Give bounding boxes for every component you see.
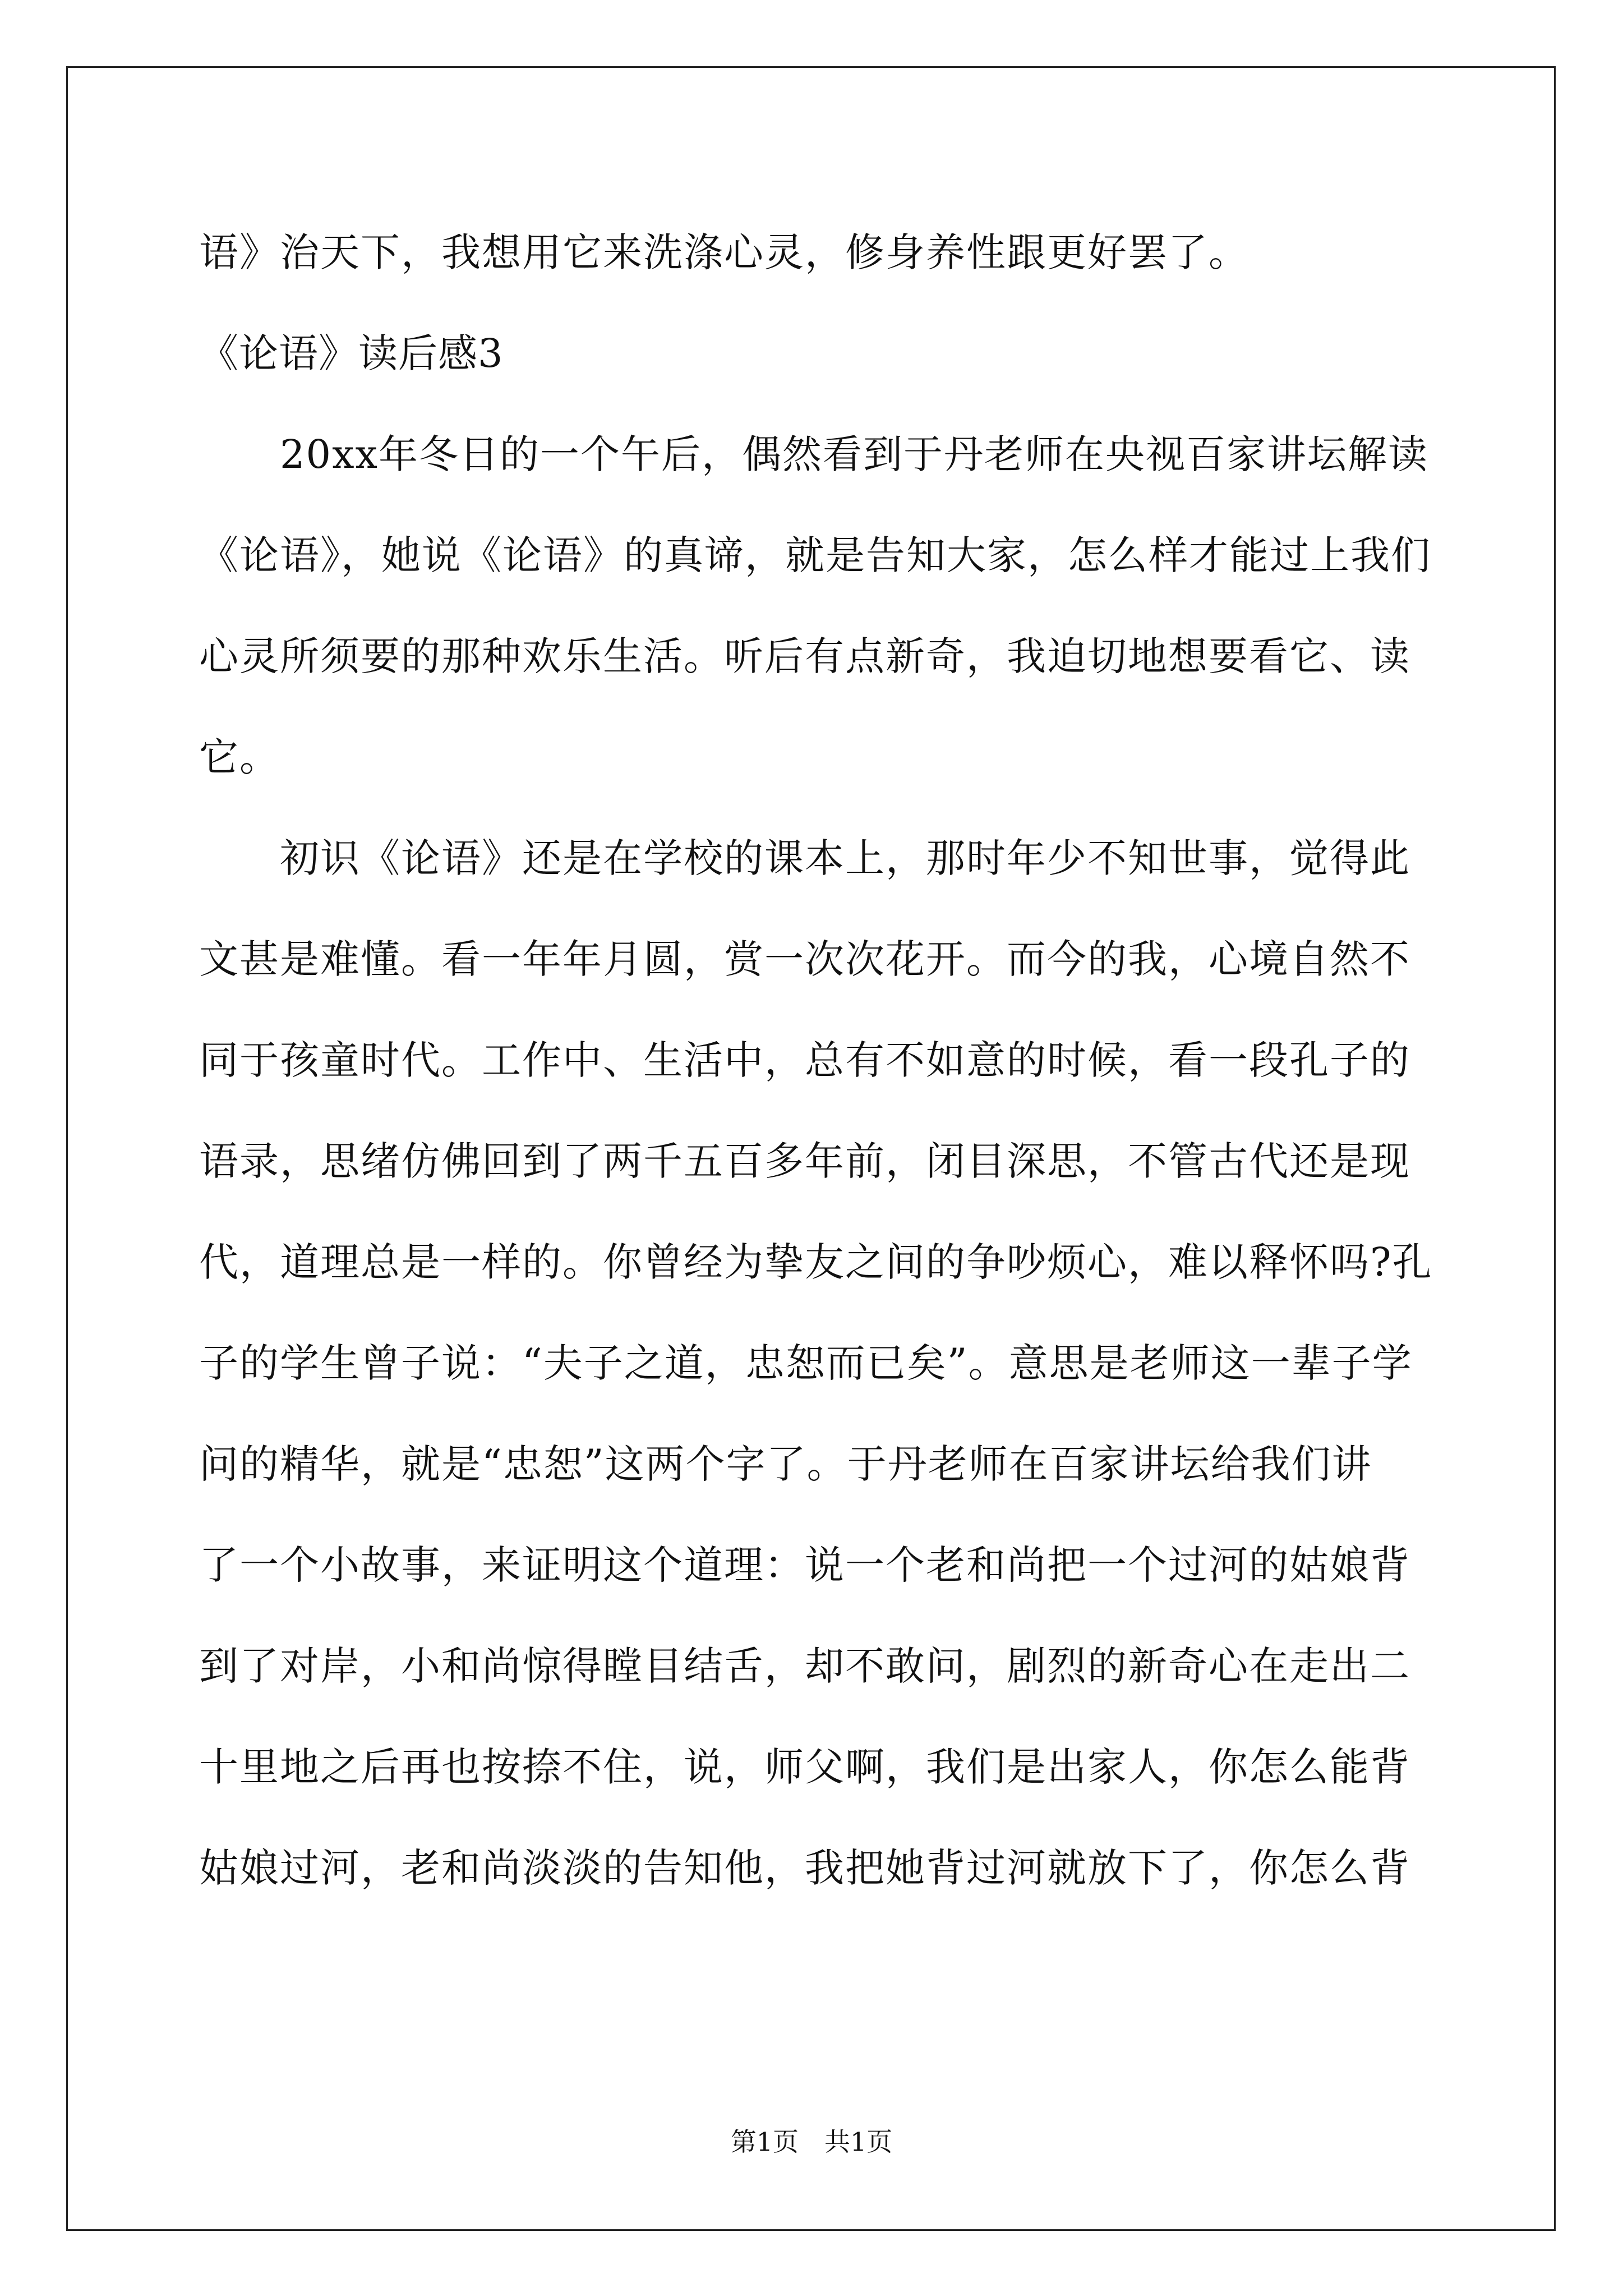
text-line-9: 同于孩童时代。工作中、生活中，总有不如意的时候，看一段孔子的	[199, 1037, 1410, 1083]
page-number-label: 第1页 共1页	[730, 2127, 893, 2157]
text-line-7: 初识《论语》还是在学校的课本上，那时年少不知世事，觉得此	[199, 835, 1410, 881]
text-line-8: 文甚是难懂。看一年年月圆，赏一次次花开。而今的我，心境自然不	[199, 936, 1410, 982]
text-line-1: 语》治天下，我想用它来洗涤心灵，修身养性跟更好罢了。	[199, 229, 1249, 275]
text-line-3: 20xx年冬日的一个午后，偶然看到于丹老师在央视百家讲坛解读	[199, 431, 1429, 477]
text-line-4: 《论语》，她说《论语》的真谛，就是告知大家，怎么样才能过上我们	[199, 532, 1431, 578]
text-line-5: 心灵所须要的那种欢乐生活。听后有点新奇，我迫切地想要看它、读	[199, 633, 1410, 679]
text-line-12: 子的学生曾子说：“夫子之道，忠恕而已矣”。意思是老师这一辈子学	[199, 1340, 1413, 1386]
document-body	[199, 202, 1433, 1918]
section-heading: 《论语》读后感3	[199, 330, 504, 376]
page-footer	[0, 2125, 1623, 2159]
text-line-15: 到了对岸，小和尚惊得瞠目结舌，却不敢问，剧烈的新奇心在走出二	[199, 1643, 1410, 1689]
text-line-17: 姑娘过河，老和尚淡淡的告知他，我把她背过河就放下了，你怎么背	[199, 1845, 1410, 1891]
text-line-11: 代，道理总是一样的。你曾经为挚友之间的争吵烦心，难以释怀吗?孔	[199, 1239, 1433, 1285]
text-line-6: 它。	[199, 734, 280, 780]
text-line-13: 问的精华，就是“忠恕”这两个字了。于丹老师在百家讲坛给我们讲	[199, 1441, 1372, 1487]
text-line-10: 语录，思绪仿佛回到了两千五百多年前，闭目深思，不管古代还是现	[199, 1138, 1410, 1184]
text-line-16: 十里地之后再也按捺不住，说，师父啊，我们是出家人，你怎么能背	[199, 1744, 1410, 1790]
text-line-14: 了一个小故事，来证明这个道理：说一个老和尚把一个过河的姑娘背	[199, 1542, 1410, 1588]
